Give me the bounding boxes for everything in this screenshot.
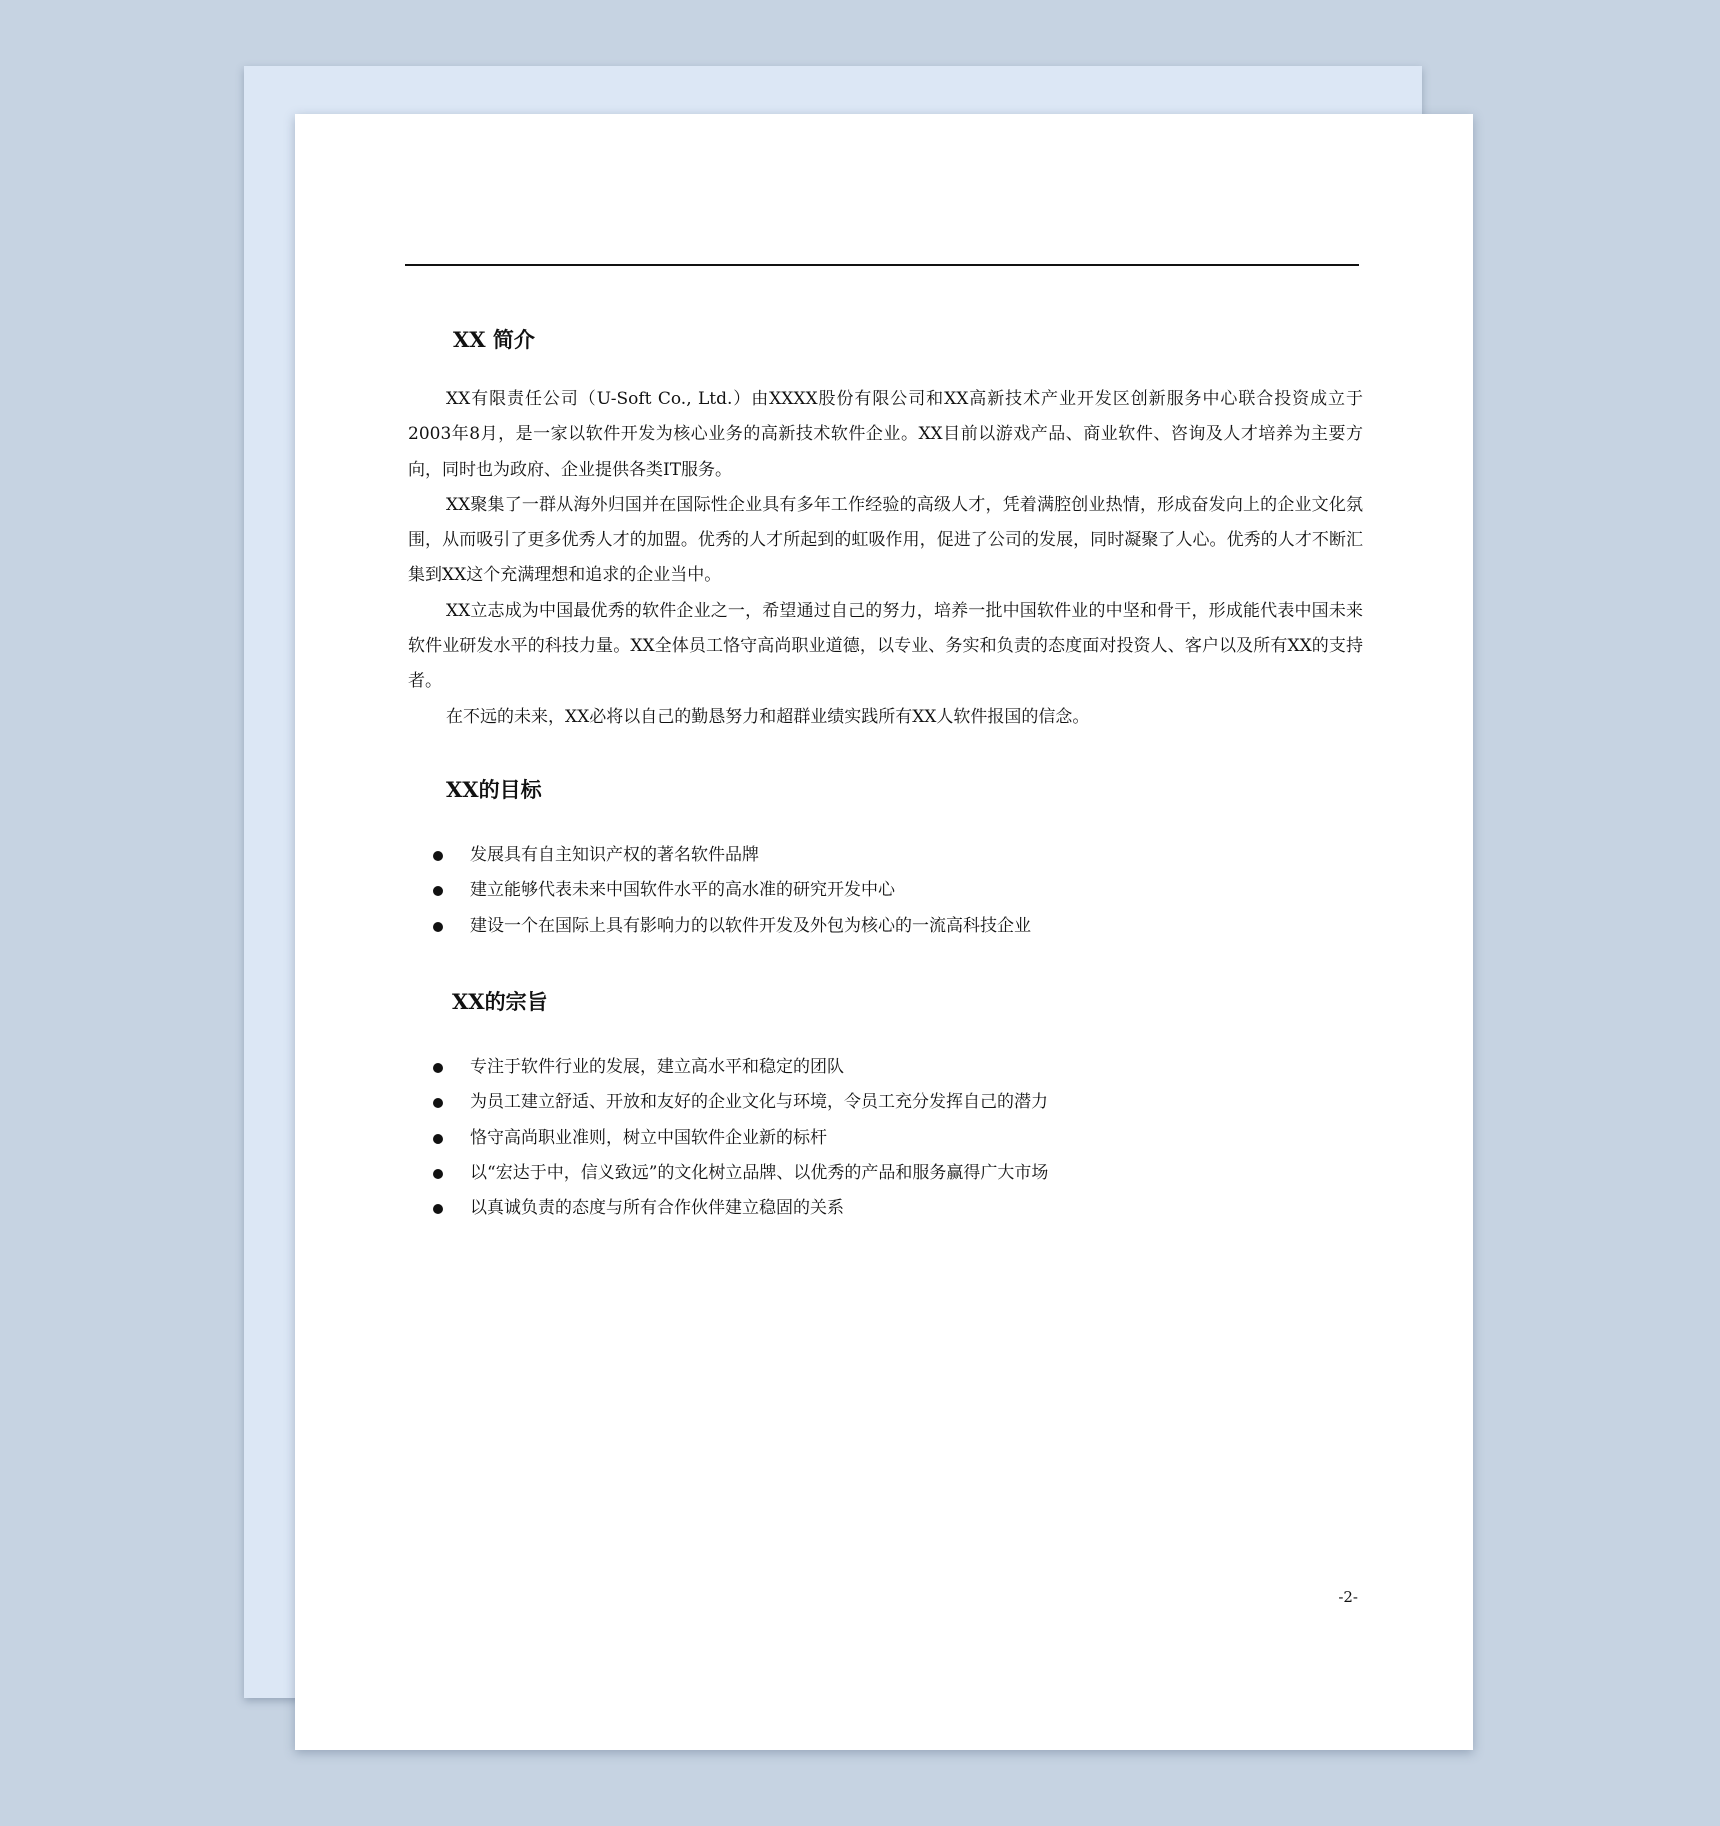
list-item — [433, 1156, 1048, 1191]
purpose-list — [433, 1050, 1048, 1226]
bullet-icon — [433, 1134, 443, 1144]
page-number: -2- — [1338, 1588, 1358, 1606]
intro-paragraph: XX立志成为中国最优秀的软件企业之一，希望通过自己的努力，培养一批中国软件业的中坚和骨干，形成能代表中国未来软件业研发水平的科技力量。XX全体员工恪守高尚职业道德，以专业、务实和负责的态度面对投资人、客户以及所有XX的支持者。 — [408, 600, 1363, 692]
intro-paragraphs — [408, 382, 1363, 735]
list-item-text: 发展具有自主知识产权的著名软件品牌 — [470, 845, 759, 865]
list-item — [433, 909, 1031, 944]
list-item — [433, 1085, 1048, 1120]
list-item — [433, 838, 1031, 873]
bullet-icon — [433, 1098, 443, 1108]
goals-list — [433, 838, 1031, 944]
list-item — [433, 1191, 1048, 1226]
bullet-icon — [433, 1204, 443, 1214]
list-item-text: 专注于软件行业的发展，建立高水平和稳定的团队 — [470, 1057, 844, 1077]
list-item-text: 以“宏达于中，信义致远”的文化树立品牌、以优秀的产品和服务赢得广大市场 — [470, 1162, 1049, 1183]
intro-paragraph: XX有限责任公司（U-Soft Co., Ltd.）由XXXX股份有限公司和XX高新技术产业开发区创新服务中心联合投资成立于2003年8月，是一家以软件开发为核心业务的高新技术软件企业。XX目前以游戏产品、商业软件、咨询及人才培养为主要方向，同时也为政府、企业提供各类IT服务。 — [408, 389, 1363, 480]
intro-paragraph: XX聚集了一群从海外归国并在国际性企业具有多年工作经验的高级人才，凭着满腔创业热情，形成奋发向上的企业文化氛围，从而吸引了更多优秀人才的加盟。优秀的人才所起到的虹吸作用，促进了公司的发展，同时凝聚了人心。优秀的人才不断汇集到XX这个充满理想和追求的企业当中。 — [408, 494, 1363, 586]
section-heading-purpose: XX的宗旨 — [452, 989, 548, 1014]
bullet-icon — [433, 1169, 443, 1179]
bullet-icon — [433, 1063, 443, 1073]
list-item — [433, 1121, 1048, 1156]
section-heading-goals: XX的目标 — [446, 777, 542, 802]
list-item — [433, 1050, 1048, 1085]
list-item-text: 建设一个在国际上具有影响力的以软件开发及外包为核心的一流高科技企业 — [470, 915, 1031, 936]
list-item-text: 以真诚负责的态度与所有合作伙伴建立稳固的关系 — [470, 1198, 844, 1219]
bullet-icon — [433, 922, 443, 932]
intro-paragraph: 在不远的未来，XX必将以自己的勤恳努力和超群业绩实践所有XX人软件报国的信念。 — [446, 706, 1090, 727]
document-page — [295, 114, 1473, 1750]
list-item-text: 为员工建立舒适、开放和友好的企业文化与环境，令员工充分发挥自己的潜力 — [470, 1092, 1048, 1113]
bullet-icon — [433, 886, 443, 896]
section-heading-intro: XX 简介 — [453, 327, 535, 352]
list-item-text: 建立能够代表未来中国软件水平的高水准的研究开发中心 — [470, 880, 895, 901]
bullet-icon — [433, 851, 443, 861]
list-item — [433, 873, 1031, 908]
list-item-text: 恪守高尚职业准则，树立中国软件企业新的标杆 — [470, 1127, 827, 1148]
header-rule — [405, 264, 1359, 266]
